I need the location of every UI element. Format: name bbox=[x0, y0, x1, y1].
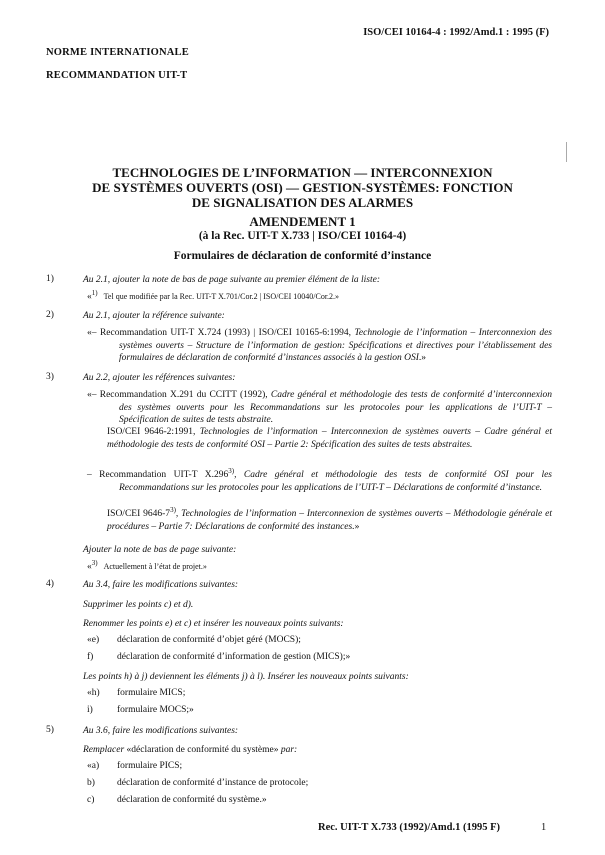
item-4-point-f: f) déclaration de conformité d’information de gestion (MICS);» bbox=[87, 652, 351, 662]
item-4-instruction: Au 3.4, faire les modifications suivantes: bbox=[83, 580, 239, 590]
item-5-point-a: «a) formulaire PICS; bbox=[87, 761, 183, 771]
item-number-3: 3) bbox=[46, 372, 54, 382]
item-3-reference-x296: – Recommandation UIT-T X.296$^{3)}$, Cadre général et méthodologie des tests de conformité OSI pour les Recommandations sur les protocoles pour les applications de l’UIT-T – Déclarations de conformité d’instance. bbox=[87, 466, 552, 493]
footer-reference: Rec. UIT-T X.733 (1992)/Amd.1 (1995 F) bbox=[318, 822, 500, 833]
amendment-subtitle: Formulaires de déclaration de conformité d’instance bbox=[173, 250, 432, 262]
item-1-footnote: «$^{1)}$ Tel que modifiée par la Rec. UIT-T X.701/Cor.2 | ISO/CEI 10040/Cor.2.» bbox=[87, 288, 340, 302]
item-4-point-e: «e) déclaration de conformité d’objet géré (MOCS); bbox=[87, 635, 301, 645]
item-3-reference-9646-7: ISO/CEI 9646-7$^{3)}$, Technologies de l’information – Interconnexion de systèmes ouverts – Méthodologie générale et procédures – Partie 7: Déclarations de conformité des instances.» bbox=[107, 505, 553, 532]
item-4-point-i: i) formulaire MOCS;» bbox=[87, 705, 194, 715]
norme-internationale: NORME INTERNATIONALE bbox=[46, 47, 189, 58]
item-number-4: 4) bbox=[46, 579, 54, 589]
item-number-5: 5) bbox=[46, 725, 54, 735]
page-number: 1 bbox=[541, 822, 547, 833]
item-5-point-b: b) déclaration de conformité d’instance de protocole; bbox=[87, 778, 309, 788]
header-reference: ISO/CEI 10164-4 : 1992/Amd.1 : 1995 (F) bbox=[363, 27, 549, 38]
item-5-instruction: Au 3.6, faire les modifications suivantes: bbox=[83, 726, 239, 736]
item-5-step-1: Remplacer «déclaration de conformité du système» par: bbox=[83, 745, 298, 755]
amendment-label: AMENDEMENT 1 bbox=[249, 214, 356, 229]
margin-mark bbox=[566, 142, 567, 162]
item-2-reference: «– Recommandation UIT-T X.724 (1993) | ISO/CEI 10165-6:1994, Technologie de l’information – Interconnexion des systèmes ouverts – Structure de l’information de gestion: Spécifications et directives pour l’établissement des formulaires de déclaration de conformité d’instances associés à la gestion OSI.» bbox=[87, 328, 553, 363]
item-3-reference-9646-2: ISO/CEI 9646-2:1991, Technologies de l’information – Interconnexion de systèmes ouverts – Cadre général et méthodologie des tests de conformité OSI – Partie 2: Spécification des suites de tests abstraites. bbox=[107, 427, 552, 450]
item-number-2: 2) bbox=[46, 310, 54, 320]
item-4-step-3: Les points h) à j) deviennent les éléments j) à l). Insérer les nouveaux points suivants: bbox=[83, 672, 409, 682]
amendment-ref: (à la Rec. UIT-T X.733 | ISO/CEI 10164-4) bbox=[198, 230, 407, 242]
title-line-2: DE SYSTÈMES OUVERTS (OSI) — GESTION-SYSTÈMES: FONCTION bbox=[92, 180, 513, 195]
item-4-step-2: Renommer les points e) et c) et insérer les nouveaux points suivants: bbox=[83, 619, 344, 629]
item-5-point-c: c) déclaration de conformité du système.» bbox=[87, 795, 267, 805]
item-4-point-h: «h) formulaire MICS; bbox=[87, 688, 186, 698]
item-2-instruction: Au 2.1, ajouter la référence suivante: bbox=[83, 311, 225, 321]
item-number-1: 1) bbox=[46, 274, 54, 284]
item-4-step-1: Supprimer les points c) et d). bbox=[83, 600, 194, 610]
title-line-3: DE SIGNALISATION DES ALARMES bbox=[191, 195, 414, 210]
item-3-footnote: «$^{3)}$ Actuellement à l’état de projet.» bbox=[87, 558, 207, 572]
item-3-instruction: Au 2.2, ajouter les références suivantes: bbox=[83, 373, 236, 383]
recommandation-uit-t: RECOMMANDATION UIT-T bbox=[46, 70, 188, 81]
item-3-reference-x291: «– Recommandation X.291 du CCITT (1992), Cadre général et méthodologie des tests de conformité d’interconnexion des systèmes ouverts pour les Recommandations sur les protocoles pour les applications de l’UIT-T – Spécification de suites de tests abstraite. bbox=[87, 390, 552, 425]
item-3-note-instruction: Ajouter la note de bas de page suivante: bbox=[83, 545, 237, 555]
title-line-1: TECHNOLOGIES DE L’INFORMATION — INTERCONNEXION bbox=[112, 165, 493, 180]
item-1-instruction: Au 2.1, ajouter la note de bas de page suivante au premier élément de la liste: bbox=[83, 275, 380, 285]
